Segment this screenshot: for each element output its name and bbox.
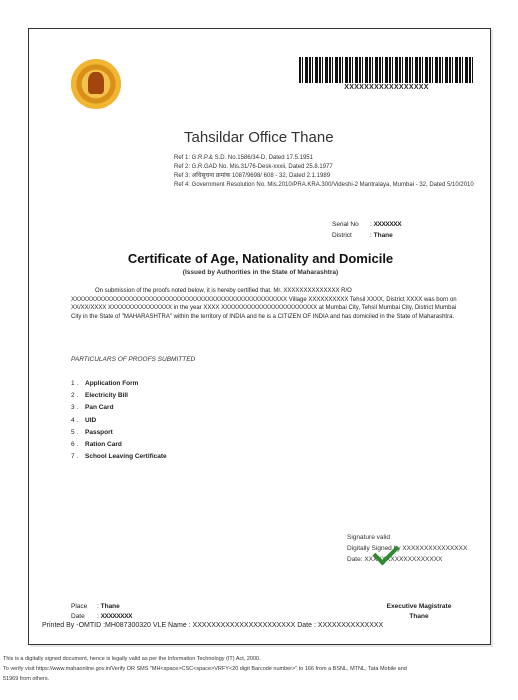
ref-1: Ref 1: G.R.P.& S.D. No.1586/34-D, Dated 17.5.1951 bbox=[174, 155, 313, 161]
certificate-subtitle: (Issued by Authorities in the State of Maharashtra) bbox=[182, 269, 339, 276]
certificate-title: Certificate of Age, Nationality and Domicile bbox=[127, 251, 394, 266]
barcode bbox=[299, 57, 474, 83]
list-item: 4 . UID bbox=[71, 416, 97, 424]
certificate-body: On submission of the proofs noted below, it is hereby certified that. Mr. XXXXXXXXXXXXXX R/O XXXXXXXXXXXXXXXXXXXXXXXXXXXXXXXXXXXXXXXXXXXXXXXXXXXXXX Village XXXXXXXXXX Tehsil XXXX, District XXXX was born on XX/XX/XXXX XXXXXXXXXXXXXXXX in the year XXXX XXXXXXXXXXXXXXXXXXXXXXXX at Mumbai City, Tehsil Mumbai City, District Mumbai City in the State of "MAHARASHTRA" within the territory of INDIA and he is a CITIZEN OF INDIA and has domiciled in the State of Maharashtra. bbox=[71, 288, 457, 320]
ref-3: Ref 3: अधिसूचना क्रमांक 1087/9698/ 608 - 32, Dated 2.1.1989 bbox=[174, 173, 331, 179]
place-value: Thane bbox=[100, 603, 120, 610]
proofs-list bbox=[71, 378, 167, 463]
government-seal-icon bbox=[71, 59, 121, 109]
printed-by-line: Printed By -OMTID :MH087300320 VLE Name : XXXXXXXXXXXXXXXXXXXXXX Date : XXXXXXXXXXXXXX bbox=[42, 622, 384, 629]
list-item: 7 . School Leaving Certificate bbox=[71, 453, 167, 461]
list-item: 2 . Electricity Bill bbox=[71, 392, 128, 400]
ref-2: Ref 2: G.R.GAD No. Mis.31/76-Desk-xxxii, Dated 25.8.1977 bbox=[174, 164, 333, 170]
serial-label: Serial No bbox=[332, 221, 359, 228]
list-item: 5 . Passport bbox=[71, 428, 113, 436]
ref-4: Ref 4: Government Resolution No. Mis.2010/PRA.KRA.300/Videshi-2 Mantralaya, Mumbai - 32, Dated 5/10/2010 bbox=[174, 182, 474, 188]
footer-line-3: 51969 from others. bbox=[3, 676, 50, 682]
list-item: 6 . Ration Card bbox=[71, 441, 122, 449]
office-title: Tahsildar Office Thane bbox=[184, 129, 334, 146]
magistrate-title: Executive Magistrate bbox=[386, 603, 452, 610]
references bbox=[174, 154, 474, 190]
signature-date: Date: XXXXXXXXXXXXXXXXXX bbox=[347, 556, 443, 563]
place-label: Place bbox=[71, 603, 88, 610]
serial-district: Serial No : XXXXXXX District : Thane bbox=[332, 221, 402, 239]
list-item: 3 . Pan Card bbox=[71, 404, 114, 412]
district-label: District bbox=[332, 232, 352, 239]
certificate-page bbox=[28, 28, 491, 645]
digital-signature bbox=[347, 532, 467, 565]
footer-note bbox=[3, 654, 515, 684]
serial-value: XXXXXXX bbox=[373, 221, 402, 228]
barcode-number: XXXXXXXXXXXXXXXXX bbox=[344, 84, 429, 91]
list-item: 1 . Application Form bbox=[71, 380, 139, 387]
magistrate-place: Thane bbox=[409, 613, 429, 620]
proofs-heading: PARTICULARS OF PROOFS SUBMITTED bbox=[71, 356, 196, 363]
signed-by: Digitally Signed by XXXXXXXXXXXXXXX bbox=[347, 545, 468, 552]
place-date: Place : Thane Date : XXXXXXXX bbox=[71, 603, 133, 620]
date-label: Date bbox=[71, 613, 85, 620]
footer-line-1: This is a digitally signed document, hence is legally valid as per the Information Technology (IT) Act, 2000. bbox=[3, 656, 261, 662]
magistrate-block bbox=[364, 602, 474, 622]
footer-line-2: To verify visit https://www.mahaonline.gov.in/Verify OR SMS "MH<space>CSC<space>VRFY<20 digit Barcode number>" to 166 from a BSNL, MTNL, Tata Mobile and bbox=[3, 666, 407, 672]
date-value: XXXXXXXX bbox=[100, 613, 133, 620]
signature-valid: Signature valid bbox=[347, 534, 390, 541]
district-value: Thane bbox=[373, 232, 393, 239]
